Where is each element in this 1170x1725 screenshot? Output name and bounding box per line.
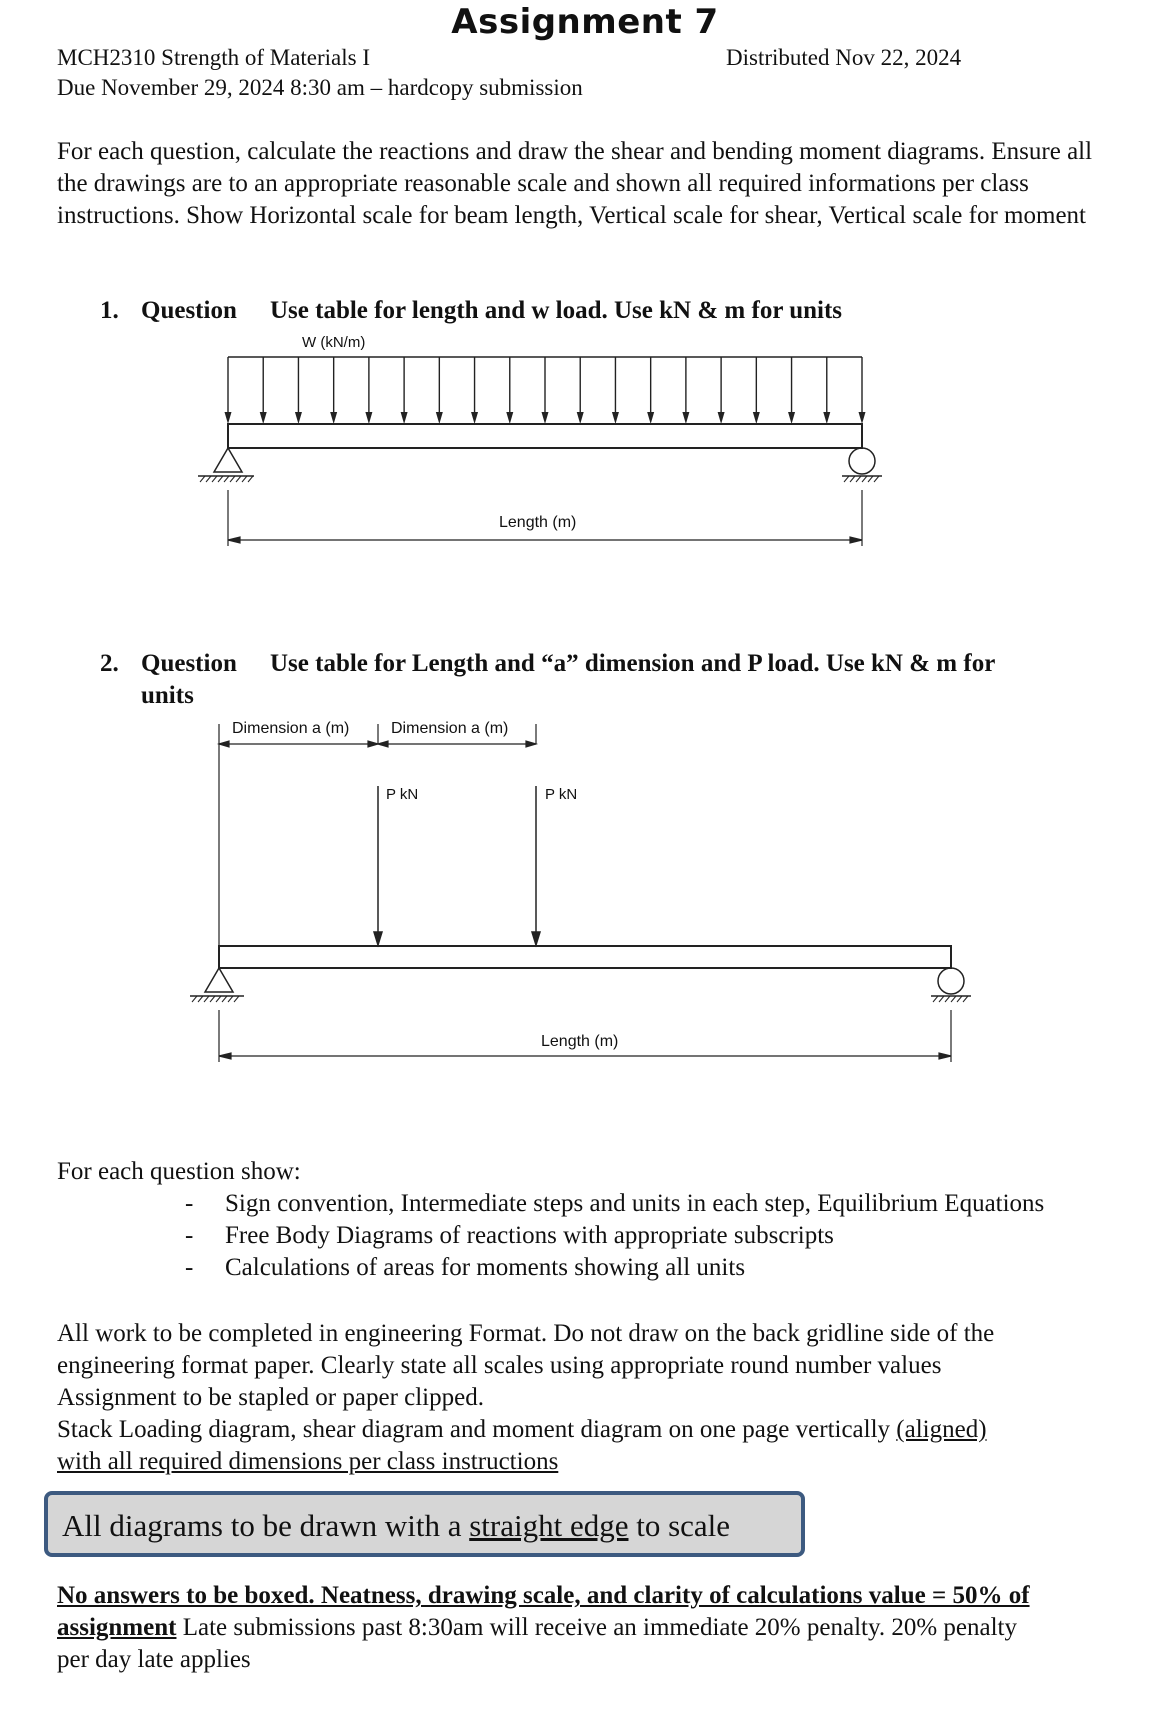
q1-load-arrowhead	[647, 412, 654, 424]
instructions-line: engineering format paper. Clearly state all scales using appropriate round number values	[57, 1352, 942, 1379]
course-name: MCH2310 Strength of Materials I	[57, 45, 371, 70]
q1-load-arrowhead	[542, 412, 549, 424]
distributed-date: Distributed Nov 22, 2024	[726, 45, 962, 70]
q1-load-arrowhead	[365, 412, 372, 424]
q2-roller-hatch	[933, 996, 968, 1002]
q2-pin-hatch	[192, 996, 239, 1002]
q2-label: Question	[141, 650, 237, 677]
q1-load-label: W (kN/m)	[302, 334, 366, 351]
q1-text: Use table for length and w load. Use kN & m for units	[270, 297, 843, 324]
instructions-text: Stack Loading diagram, shear diagram and moment diagram on one page vertically	[57, 1416, 897, 1443]
show-item: Free Body Diagrams of reactions with appropriate subscripts	[225, 1222, 834, 1249]
q1-length-label: Length (m)	[499, 514, 577, 531]
show-heading: For each question show:	[57, 1158, 301, 1185]
page-title: Assignment 7	[451, 2, 719, 42]
straight-edge-callout	[44, 1491, 805, 1557]
q1-load-arrowhead	[788, 412, 795, 424]
q1-load-arrowhead	[682, 412, 689, 424]
callout-straight-edge: straight edge	[469, 1508, 629, 1543]
aligned-text: (aligned)	[896, 1416, 987, 1443]
instructions-line: Assignment to be stapled or paper clipped.	[57, 1384, 484, 1411]
q1-load-arrowhead	[225, 412, 232, 424]
show-item: Sign convention, Intermediate steps and units in each step, Equilibrium Equations	[225, 1190, 1045, 1217]
intro-paragraph: For each question, calculate the reactions and draw the shear and bending moment diagrams. Ensure all the drawings are to an appropriate reasonable scale and shown all required informations per class instructions. Show Horizontal scale for beam length, Vertical scale for shear, Vertical scale for moment	[57, 138, 1093, 229]
instructions-line	[57, 1416, 987, 1444]
q1-roller-hatch	[844, 476, 879, 482]
callout-text-c: to scale	[628, 1508, 731, 1543]
q2-pin-support	[190, 968, 244, 996]
q2-text: Use table for Length and “a” dimension and P load. Use kN & m for	[270, 650, 996, 677]
bullet-dash: -	[185, 1190, 194, 1217]
q1-roller-support	[842, 448, 882, 476]
q2-p1-label: P kN	[386, 786, 419, 803]
bullet-dash: -	[185, 1254, 194, 1281]
callout-text	[62, 1508, 730, 1544]
callout-text-a: All diagrams to be drawn with a	[62, 1508, 470, 1543]
q2-dimension-a-2: Dimension a (m)	[391, 720, 509, 737]
q2-beam	[219, 946, 951, 968]
grading-note-end: assignment	[57, 1614, 177, 1641]
q1-load-arrowhead	[753, 412, 760, 424]
q1-pin-support	[198, 448, 254, 476]
due-date: Due November 29, 2024 8:30 am – hardcopy submission	[57, 75, 583, 100]
q1-load-arrowhead	[471, 412, 478, 424]
q1-number: 1.	[100, 297, 119, 324]
q1-load-arrows	[225, 357, 866, 424]
q2-p2-label: P kN	[545, 786, 578, 803]
grading-note: No answers to be boxed. Neatness, drawing scale, and clarity of calculations value = 50% of	[57, 1582, 1030, 1609]
q2-number: 2.	[100, 650, 119, 677]
q1-load-arrowhead	[295, 412, 302, 424]
q2-dimension-a-1: Dimension a (m)	[232, 720, 350, 737]
q1-pin-hatch	[200, 476, 253, 482]
q2-roller-support	[931, 968, 971, 996]
q2-point-loads	[374, 786, 540, 945]
bullet-dash: -	[185, 1222, 194, 1249]
instructions-line: with all required dimensions per class instructions	[57, 1448, 559, 1475]
q1-load-arrowhead	[718, 412, 725, 424]
q1-load-arrowhead	[506, 412, 513, 424]
late-penalty-note: Late submissions past 8:30am will receive an immediate 20% penalty. 20% penalty	[176, 1614, 1017, 1641]
instructions-line: All work to be completed in engineering Format. Do not draw on the back gridline side of the	[57, 1320, 995, 1347]
q1-label: Question	[141, 297, 237, 324]
q1-load-arrowhead	[859, 412, 866, 424]
q1-load-arrowhead	[330, 412, 337, 424]
q2-length-label: Length (m)	[541, 1033, 619, 1050]
q1-load-arrowhead	[401, 412, 408, 424]
footer-bold-line	[57, 1582, 1030, 1610]
show-item: Calculations of areas for moments showing all units	[225, 1254, 746, 1281]
q1-load-arrowhead	[823, 412, 830, 424]
q2-text-cont: units	[141, 682, 194, 709]
q1-load-arrowhead	[436, 412, 443, 424]
q1-load-arrowhead	[577, 412, 584, 424]
footer-line: per day late applies	[57, 1646, 251, 1673]
q1-beam	[228, 424, 862, 448]
q1-load-arrowhead	[612, 412, 619, 424]
q1-load-arrowhead	[260, 412, 267, 424]
footer-line	[57, 1614, 1017, 1642]
